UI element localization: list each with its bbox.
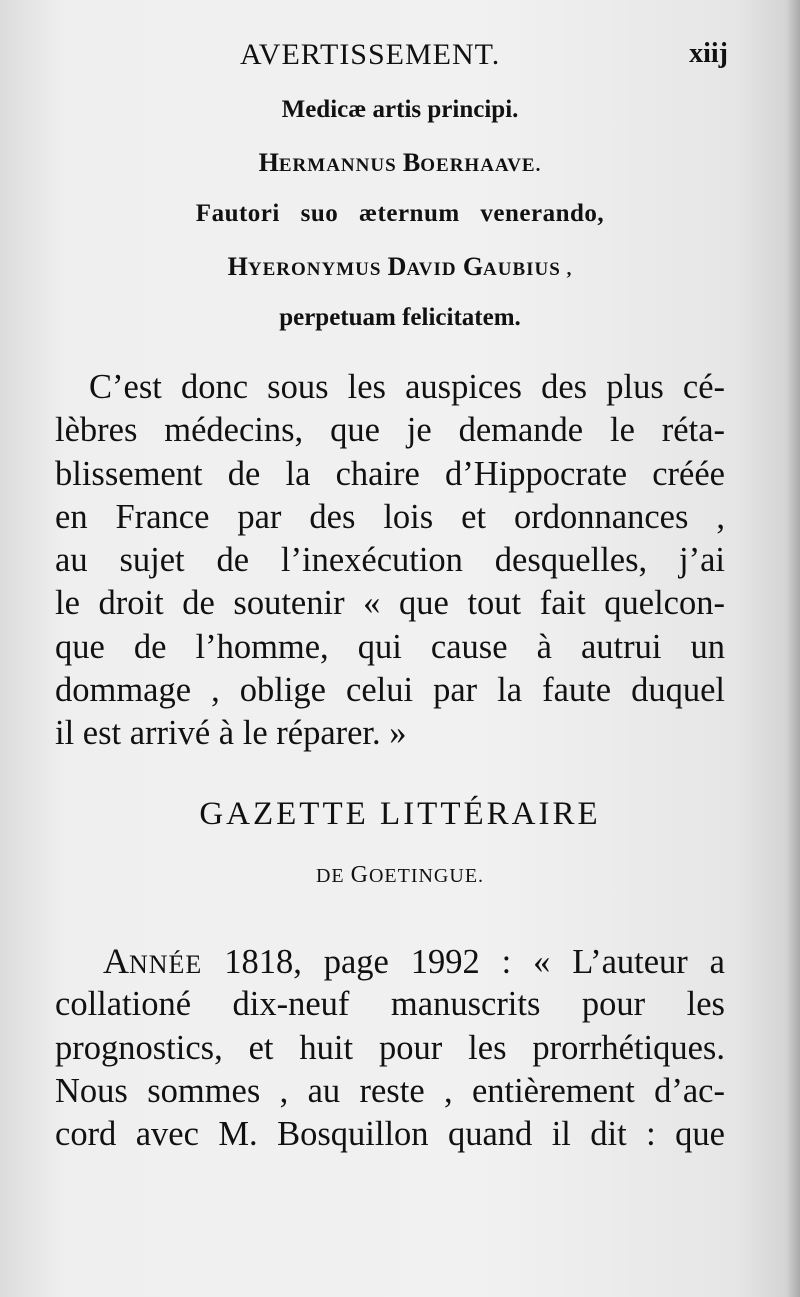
name-rest: OERHAAVE.: [420, 155, 542, 176]
paragraph-2: [55, 940, 725, 1156]
name-rest: ERMANNUS: [278, 155, 397, 176]
subtitle-de: DE: [315, 865, 345, 887]
text-line: Nous sommes , au reste , entièrement d’ac-: [55, 1071, 725, 1110]
lead-initial: A: [103, 941, 129, 981]
text-line: cord avec M. Bosquillon quand il dit : que: [55, 1115, 725, 1154]
name-rest: AVID: [406, 259, 457, 280]
text-line-lead: [55, 940, 725, 983]
text-line: que de l’homme, qui cause à autrui un: [55, 627, 725, 666]
lead-after: 1818, page 1992 : « L’auteur a: [202, 943, 725, 981]
dedication-line-5: perpetuam felicitatem.: [279, 304, 521, 331]
name-initial: B: [402, 148, 421, 177]
page-number: xiij: [689, 38, 728, 69]
text-line: le droit de soutenir « que tout fait quelcon-: [55, 584, 725, 623]
text-line: dommage , oblige celui par la faute duquel: [55, 671, 725, 710]
paragraph-1: [55, 366, 725, 756]
running-title: AVERTISSEMENT.: [240, 38, 501, 71]
dedication-name-gaubius: [0, 252, 800, 282]
name-initial: H: [258, 148, 279, 177]
lead-rest: NNÉE: [129, 950, 203, 979]
running-head: [0, 38, 800, 82]
dedication-line-1: Medicæ artis principi.: [281, 96, 519, 123]
text-line: blissement de la chaire d’Hippocrate créée: [55, 454, 725, 493]
name-rest: AUBIUS ,: [483, 259, 573, 280]
subtitle-initial: G: [350, 862, 369, 888]
text-line: au sujet de l’inexécution desquelles, j’ai: [55, 541, 725, 580]
dedication-name-boerhaave: [0, 148, 800, 178]
subtitle-rest: OETINGUE.: [368, 865, 485, 887]
name-rest: YERONYMUS: [247, 259, 382, 280]
text-line: collationé dix-neuf manuscrits pour les: [55, 985, 725, 1024]
name-initial: H: [227, 252, 248, 281]
text-line: lèbres médecins, que je demande le réta-: [55, 411, 725, 450]
text-line: prognostics, et huit pour les prorrhétiques.: [55, 1028, 725, 1067]
section-subtitle: [0, 862, 800, 889]
text-line: C’est donc sous les auspices des plus cé-: [89, 368, 725, 406]
dedication-line-3: Fautori suo æternum venerando,: [195, 200, 605, 227]
text-line: en France par des lois et ordonnances ,: [55, 497, 725, 536]
text-line: il est arrivé à le réparer. »: [55, 714, 407, 753]
name-initial: G: [462, 252, 484, 281]
name-initial: D: [387, 252, 407, 281]
section-title: GAZETTE LITTÉRAIRE: [199, 796, 601, 832]
